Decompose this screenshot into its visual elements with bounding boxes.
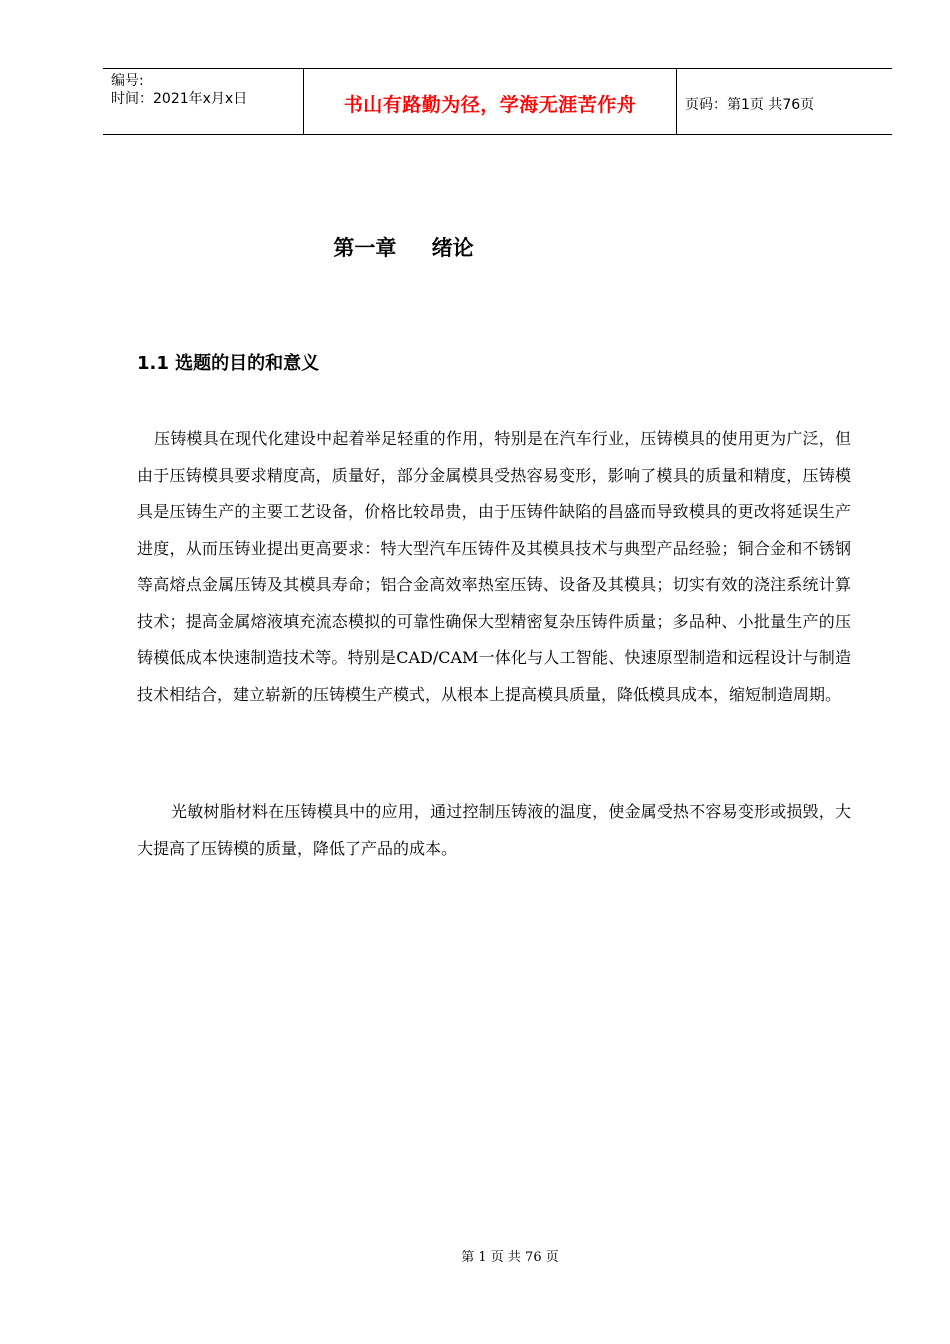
serial-number-label: 编号:: [111, 73, 144, 89]
chapter-title: 第一章 绪论: [333, 236, 474, 260]
body-paragraph: 光敏树脂材料在压铸模具中的应用，通过控制压铸液的温度，使金属受热不容易变形或损毁，大大提高了压铸模的质量，降低了产品的成本。: [137, 802, 851, 858]
section-heading: 1.1 选题的目的和意义: [137, 353, 320, 374]
body-paragraph: 压铸模具在现代化建设中起着举足轻重的作用，特别是在汽车行业，压铸模具的使用更为广泛，但由于压铸模具要求精度高，质量好，部分金属模具受热容易变形，影响了模具的质量和精度，压铸模具是压铸生产的主要工艺设备，价格比较昂贵，由于压铸件缺陷的昌盛而导致模具的更改将延误生产进度，从而压铸业提出更高要求：特大型汽车压铸件及其模具技术与典型产品经验；铜合金和不锈钢等高熔点金属压铸及其模具寿命；铝合金高效率热室压铸、设备及其模具；切实有效的浇注系统计算技术；提高金属熔液填充流态模拟的可靠性确保大型精密复杂压铸件质量；多品种、小批量生产的压铸模低成本快速制造技术等。特别是CAD/CAM一体化与人工智能、快速原型制造和远程设计与制造技术相结合，建立崭新的压铸模生产模式，从根本上提高模具质量，降低模具成本，缩短制造周期。: [137, 429, 851, 704]
page-header: [103, 68, 892, 135]
header-meta: [103, 69, 303, 134]
header-page-info: 页码：第1页 共76页: [685, 96, 815, 113]
date-label: 时间：2021年x月x日: [111, 91, 248, 107]
header-motto: 书山有路勤为径，学海无涯苦作舟: [303, 69, 677, 134]
page-footer: 第 1 页 共 76 页: [461, 1250, 559, 1265]
